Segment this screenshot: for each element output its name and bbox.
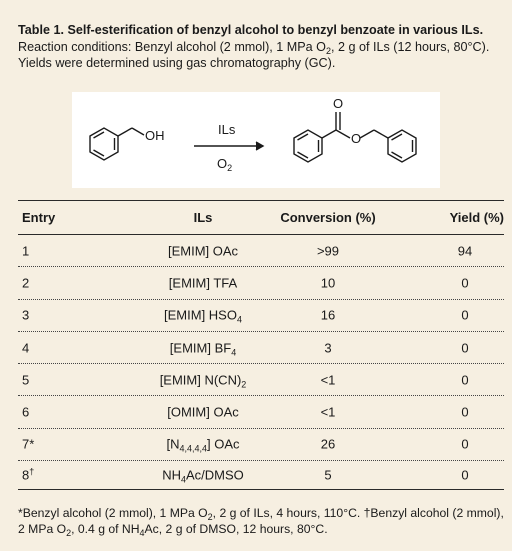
entry-number: 2 [22, 275, 30, 291]
yield-cell: 0 [461, 307, 469, 323]
conversion-cell: 5 [324, 467, 332, 483]
il-name: NH [162, 467, 181, 483]
ionic-liquid-cell [128, 468, 278, 483]
il-subscript: 4,4,4,4 [179, 443, 207, 454]
entry-cell [22, 437, 34, 452]
entry-number: 8 [22, 467, 30, 483]
reaction-scheme [72, 92, 440, 188]
ester-oxygen-label: O [351, 131, 362, 146]
header-conversion: Conversion (%) [280, 210, 376, 225]
table-row [18, 396, 504, 428]
yield-cell: 0 [461, 436, 469, 452]
il-subscript: 4 [236, 314, 242, 325]
benzoate-ring [294, 112, 388, 162]
il-subscript: 4 [180, 474, 186, 485]
entry-cell [22, 405, 29, 420]
yield-cell: 0 [461, 467, 469, 483]
yield-cell: 0 [461, 275, 469, 291]
table-row [18, 332, 504, 364]
entry-cell [22, 275, 29, 290]
yield-cell: 0 [461, 372, 469, 388]
entry-cell [22, 372, 29, 387]
il-name-tail: Ac/DMSO [186, 467, 244, 483]
conversion-cell: 10 [320, 275, 336, 291]
table-row [18, 300, 504, 332]
entry-number: 3 [22, 307, 30, 323]
entry-cell [22, 243, 29, 258]
footnote-sub-2: 2 [66, 528, 72, 538]
il-name: [EMIM] OAc [167, 243, 239, 259]
table-body [18, 235, 504, 490]
entry-number: 7* [22, 436, 35, 452]
footnote-part-3: , 0.4 g of NH [71, 522, 140, 536]
caption-text-b: , 2 g of ILs (12 hours, 80°C). Yields were determined using gas chromatography (GC). [18, 39, 490, 71]
arrow-top-label: ILs [218, 122, 236, 137]
carbonyl-oxygen-label: O [333, 96, 344, 111]
ionic-liquid-cell [128, 405, 278, 420]
il-name: [EMIM] BF [169, 340, 232, 356]
table-header [18, 200, 504, 235]
oh-label: OH [145, 128, 165, 143]
footnote-sub-1: 2 [207, 512, 213, 522]
il-name: [EMIM] HSO [164, 307, 237, 323]
benzyl-ring [388, 130, 416, 162]
footnote-sub-3: 4 [139, 528, 145, 538]
entry-number: 6 [22, 404, 30, 420]
il-name: [EMIM] N(CN) [159, 372, 242, 388]
ionic-liquid-cell [128, 372, 278, 390]
caption-title: Table 1. Self-esterification of benzyl alcohol to benzyl benzoate in various ILs. [18, 23, 484, 37]
benzyl-alcohol-ring [90, 128, 144, 160]
header-yield: Yield (%) [449, 210, 504, 225]
il-name: [N [166, 436, 180, 452]
footnote-part-2: , 2 g of ILs, 4 hours, 110°C. †Benzyl alcohol (2 mmol), 2 MPa O [18, 506, 504, 536]
results-table [18, 200, 504, 490]
il-name: [EMIM] TFA [168, 275, 238, 291]
ionic-liquid-cell [128, 340, 278, 358]
ionic-liquid-cell [128, 275, 278, 290]
table-footnote [18, 505, 504, 537]
yield-cell: 0 [461, 404, 469, 420]
entry-number: 1 [22, 243, 30, 259]
conversion-cell: <1 [320, 372, 336, 388]
header-ils: ILs [193, 210, 213, 225]
yield-cell: 94 [457, 243, 473, 259]
conversion-cell: <1 [320, 404, 336, 420]
table-caption [18, 22, 498, 72]
il-name-tail: ] OAc [207, 436, 240, 452]
il-name: [OMIM] OAc [167, 404, 239, 420]
header-entry: Entry [22, 210, 56, 225]
table-row [18, 235, 504, 267]
entry-superscript: † [29, 466, 35, 477]
conversion-cell: >99 [316, 243, 340, 259]
entry-number: 4 [22, 340, 30, 356]
ionic-liquid-cell [128, 437, 278, 452]
entry-number: 5 [22, 372, 30, 388]
il-subscript: 4 [231, 347, 237, 358]
table-row [18, 267, 504, 299]
footnote-part-1: *Benzyl alcohol (2 mmol), 1 MPa O [18, 506, 208, 520]
ionic-liquid-cell [128, 308, 278, 323]
table-row [18, 461, 504, 490]
table-row [18, 364, 504, 396]
arrow-bottom-label: $O_2$ [217, 156, 233, 173]
caption-o2-sub: 2 [325, 45, 331, 56]
footnote-part-4: Ac, 2 g of DMSO, 12 hours, 80°C. [144, 522, 328, 536]
entry-cell [22, 468, 34, 483]
il-subscript: 2 [241, 379, 247, 390]
entry-cell [22, 308, 29, 323]
entry-cell [22, 340, 29, 355]
ionic-liquid-cell [128, 243, 278, 258]
conversion-cell: 3 [324, 340, 332, 356]
table-row [18, 429, 504, 461]
yield-cell: 0 [461, 340, 469, 356]
conversion-cell: 26 [320, 436, 336, 452]
caption-text-a: Reaction conditions: Benzyl alcohol (2 mmol), 1 MPa O [18, 39, 326, 54]
conversion-cell: 16 [320, 307, 336, 323]
